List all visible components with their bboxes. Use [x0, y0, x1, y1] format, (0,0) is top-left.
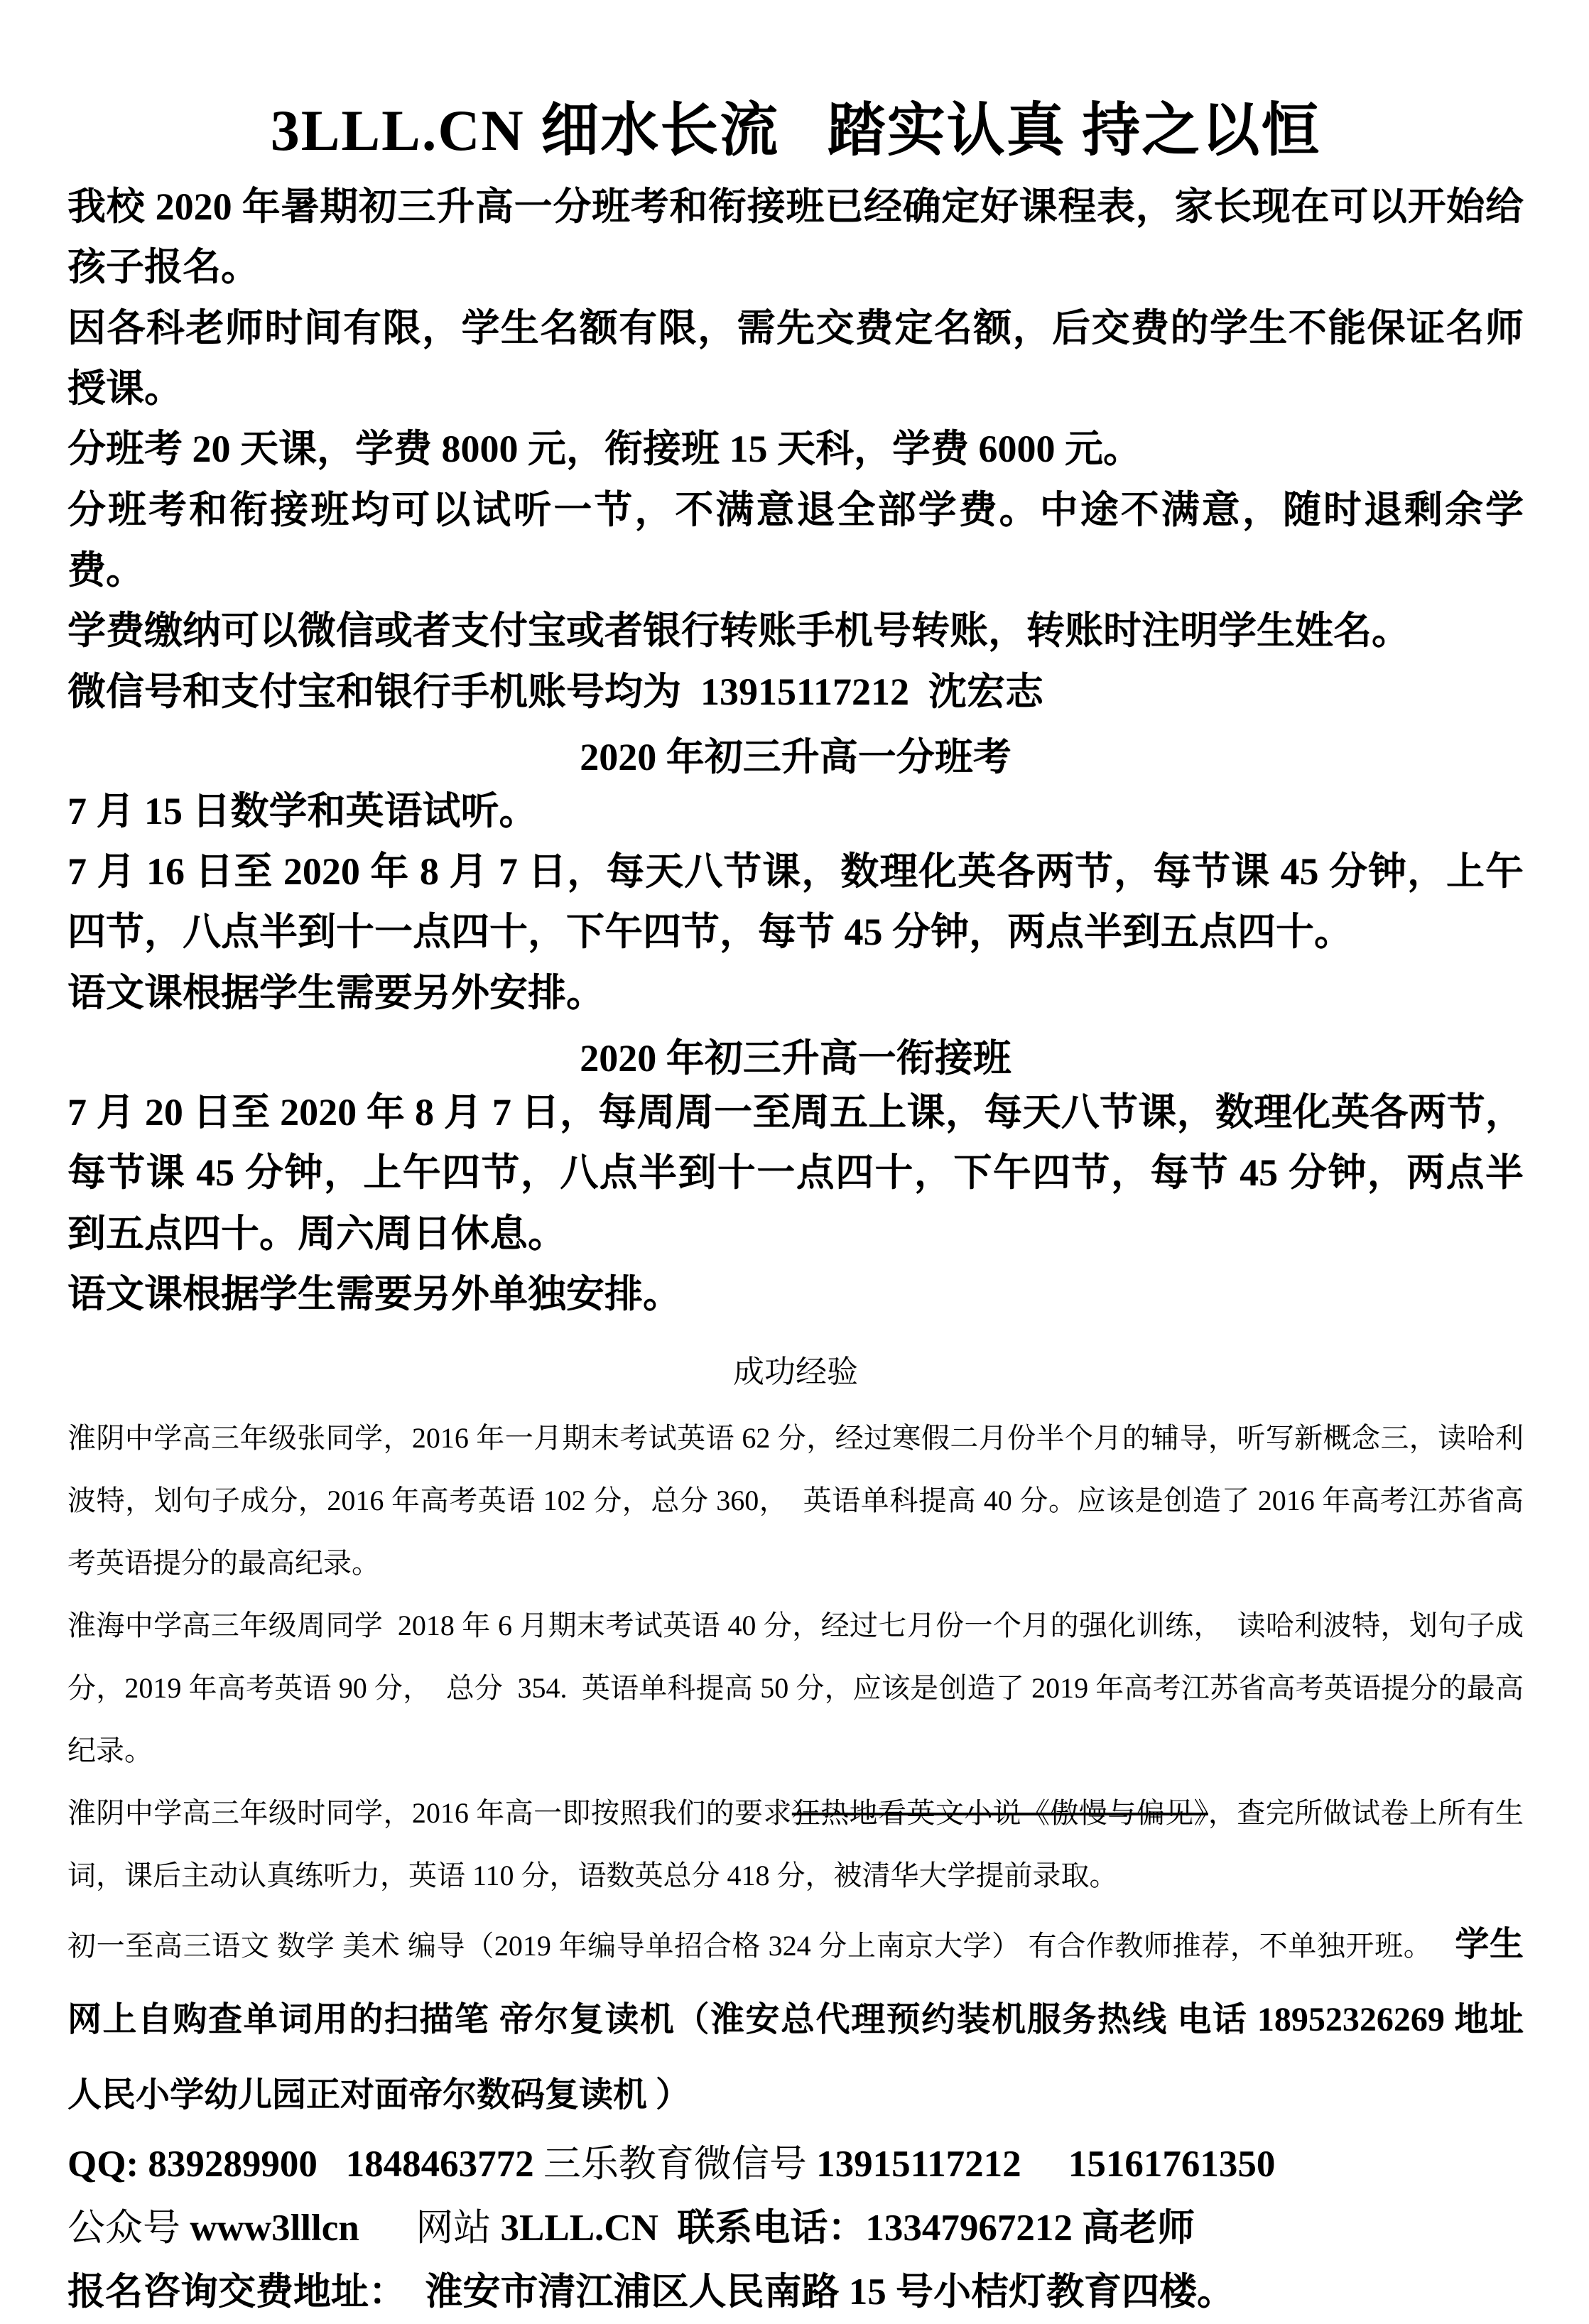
footer-address-line: 报名咨询交费地址： 淮安市清江浦区人民南路 15 号小桔灯教育四楼。: [67, 2271, 1235, 2313]
success-story-shi: [67, 1782, 1524, 1907]
placement-exam-schedule: 7 月 16 日至 2020 年 8 月 7 日，每天八节课，数理化英各两节，每节课 45 分钟，上午四节，八点半到十一点四十，下午四节，每节 45 分钟，两点半到五点四十。: [67, 850, 1524, 954]
section-heading-placement-exam: 2020 年初三升高一分班考: [580, 735, 1012, 778]
intro-paragraph-account: 微信号和支付宝和银行手机账号均为 13915117212 沈宏志: [67, 670, 1044, 713]
other-courses-list: 初一至高三语文 数学 美术 编导（2019 年编导单招合格 324 分上南京大学） 有合作教师推荐，不单独开班。: [67, 1930, 1455, 1962]
story-shi-before: 淮阴中学高三年级时同学，2016 年高一即按照我们的要求: [67, 1797, 792, 1830]
intro-paragraph-payment: 学费缴纳可以微信或者支付宝或者银行转账手机号转账，转账时注明学生姓名。: [67, 609, 1410, 653]
success-stories-heading: 成功经验: [733, 1354, 858, 1390]
bridge-class-schedule: 7 月 20 日至 2020 年 8 月 7 日，每周周一至周五上课，每天八节课，数理化英各两节，每节课 45 分钟，上午四节，八点半到十一点四十，下午四节，每节 45 分钟，两点半到五点四十。周六周日休息。: [67, 1091, 1524, 1255]
scanner-pen-notice: 学生网上自购查单词用的扫描笔 帝尔复读机（淮安总代理预约装机服务热线 电话 18952326269 地址 人民小学幼儿园正对面帝尔数码复读机 ）: [67, 1926, 1532, 2114]
website-label: 网站: [359, 2208, 501, 2249]
gongzhonghao-value: www3lllcn: [190, 2208, 359, 2249]
intro-paragraph-refund: 分班考和衔接班均可以试听一节，不满意退全部学费。中途不满意，随时退剩余学费。: [67, 488, 1524, 592]
wechat-label: 三乐教育微信号: [543, 2144, 817, 2185]
success-story-zhou: 淮海中学高三年级周同学 2018 年 6 月期末考试英语 40 分，经过七月份一个月的强化训练， 读哈利波特，划句子成分，2019 年高考英语 90 分， 总分 354. 英语单科提高 50 分，应该是创造了 2019 年高考江苏省高考英语提分的最高纪录。: [67, 1609, 1524, 1767]
placement-exam-trial: 7 月 15 日数学和英语试听。: [67, 789, 538, 832]
wechat-numbers: 13915117212 15161761350: [816, 2144, 1276, 2185]
placement-exam-chinese-note: 语文课根据学生需要另外安排。: [67, 971, 604, 1014]
gongzhonghao-label: 公众号: [67, 2208, 190, 2249]
bridge-class-chinese-note: 语文课根据学生需要另外单独安排。: [67, 1273, 681, 1315]
footer-qq-line: [67, 2132, 1524, 2196]
website-value: 3LLL.CN: [500, 2208, 658, 2249]
section-heading-bridge-class: 2020 年初三升高一衔接班: [580, 1037, 1012, 1080]
qq-numbers: QQ: 839289900 1848463772: [67, 2144, 543, 2185]
footer-contact-line: [67, 2196, 1524, 2260]
story-shi-after: ，查完所做试卷上所有生词，课后主动认真练听力，英语 110 分，语数英总分 418 分，被清华大学提前录取。: [67, 1797, 1524, 1892]
other-courses-paragraph: [67, 1907, 1532, 2132]
intro-paragraph-quota: 因各科老师时间有限，学生名额有限，需先交费定名额，后交费的学生不能保证名师授课。: [67, 306, 1524, 410]
page-title: 3LLL.CN 细水长流 踏实认真 持之以恒: [270, 98, 1321, 163]
strikethrough-text: 狂热地看英文小说《傲慢与偏见》: [791, 1797, 1208, 1830]
success-story-zhang: 淮阴中学高三年级张同学，2016 年一月期末考试英语 62 分，经过寒假二月份半个月的辅导，听写新概念三，读哈利波特，划句子成分，2016 年高考英语 102 分，总分 360， 英语单科提高 40 分。应该是创造了 2016 年高考江苏省高考英语提分的最高纪录。: [67, 1422, 1524, 1580]
intro-paragraph-tuition: 分班考 20 天课，学费 8000 元，衔接班 15 天科，学费 6000 元。: [67, 428, 1141, 471]
contact-phone: 联系电话：13347967212 高老师: [658, 2208, 1195, 2249]
intro-paragraph-enrollment: 我校 2020 年暑期初三升高一分班考和衔接班已经确定好课程表，家长现在可以开始给孩子报名。: [67, 185, 1524, 289]
